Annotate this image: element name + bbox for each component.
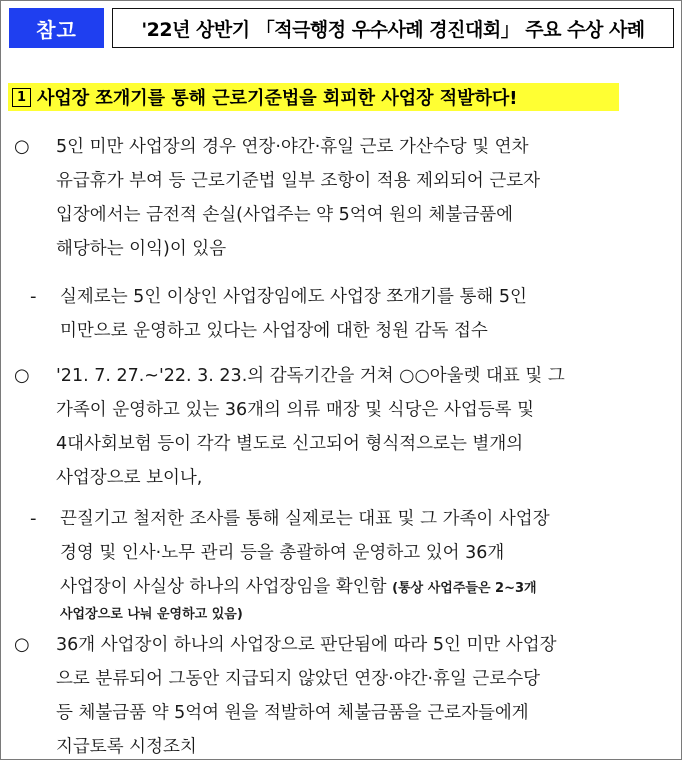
document-title: '22년 상반기 「적극행정 우수사례 경진대회」 주요 수상 사례 bbox=[112, 8, 674, 48]
text-line: 해당하는 이익)이 있음 bbox=[56, 239, 227, 259]
text-line bbox=[60, 570, 550, 604]
paragraph-text bbox=[56, 628, 557, 764]
dash-paragraph-1 bbox=[30, 280, 678, 350]
text-line: 등 체불금품 약 5억여 원을 적발하여 체불금품을 근로자들에게 bbox=[56, 703, 529, 723]
section-title: 사업장 쪼개기를 통해 근로기준법을 회피한 사업장 적발하다! bbox=[37, 88, 518, 109]
text-line: 으로 분류되어 그동안 지급되지 않았던 연장·야간·휴일 근로수당 bbox=[56, 669, 541, 689]
parenthetical-note: (통상 사업주들은 2~3개 bbox=[392, 581, 537, 596]
bullet-paragraph-3 bbox=[14, 628, 678, 763]
text-line: 유급휴가 부여 등 근로기준법 일부 조항이 적용 제외되어 근로자 bbox=[56, 171, 541, 191]
text-line: 지급토록 시정조치 bbox=[56, 737, 197, 757]
text-segment: 사업장이 사실상 하나의 사업장임을 확인함 bbox=[60, 577, 387, 597]
dash-bullet-icon: - bbox=[30, 508, 37, 529]
reference-tag: 참고 bbox=[9, 8, 104, 48]
text-line: 경영 및 인사·노무 관리 등을 총괄하여 운영하고 있어 36개 bbox=[60, 543, 505, 563]
text-line: 36개 사업장이 하나의 사업장으로 판단됨에 따라 5인 미만 사업장 bbox=[56, 635, 557, 655]
text-line: 끈질기고 철저한 조사를 통해 실제로는 대표 및 그 가족이 사업장 bbox=[60, 509, 550, 529]
bullet-paragraph-1 bbox=[14, 130, 678, 270]
section-number-box: 1 bbox=[12, 88, 31, 107]
text-line: 사업장으로 보이나, bbox=[56, 468, 203, 488]
circle-bullet-icon: ○ bbox=[14, 365, 30, 386]
text-line: 5인 미만 사업장의 경우 연장·야간·휴일 근로 가산수당 및 연차 bbox=[56, 137, 529, 157]
text-line: 미만으로 운영하고 있다는 사업장에 대한 청원 감독 접수 bbox=[60, 321, 488, 341]
circle-bullet-icon: ○ bbox=[14, 634, 30, 655]
text-line: 가족이 운영하고 있는 36개의 의류 매장 및 식당은 사업등록 및 bbox=[56, 400, 535, 420]
text-line: '21. 7. 27.~'22. 3. 23.의 감독기간을 거쳐 ○○아울렛 대표 및 그 bbox=[56, 366, 565, 386]
circle-bullet-icon: ○ bbox=[14, 136, 30, 157]
text-line: 4대사회보험 등이 각각 별도로 신고되어 형식적으로는 별개의 bbox=[56, 434, 524, 454]
dash-paragraph-2 bbox=[30, 502, 678, 622]
dash-bullet-icon: - bbox=[30, 286, 37, 307]
paragraph-text bbox=[56, 359, 565, 495]
paragraph-text bbox=[60, 502, 550, 626]
parenthetical-note-continued: 사업장으로 나눠 운영하고 있음) bbox=[60, 607, 243, 622]
bullet-paragraph-2 bbox=[14, 359, 678, 499]
text-line: 입장에서는 금전적 손실(사업주는 약 5억여 원의 체불금품에 bbox=[56, 205, 514, 225]
paragraph-text bbox=[56, 130, 540, 266]
paragraph-text bbox=[60, 280, 527, 348]
text-line: 실제로는 5인 이상인 사업장임에도 사업장 쪼개기를 통해 5인 bbox=[60, 287, 527, 307]
section-heading bbox=[8, 83, 619, 111]
